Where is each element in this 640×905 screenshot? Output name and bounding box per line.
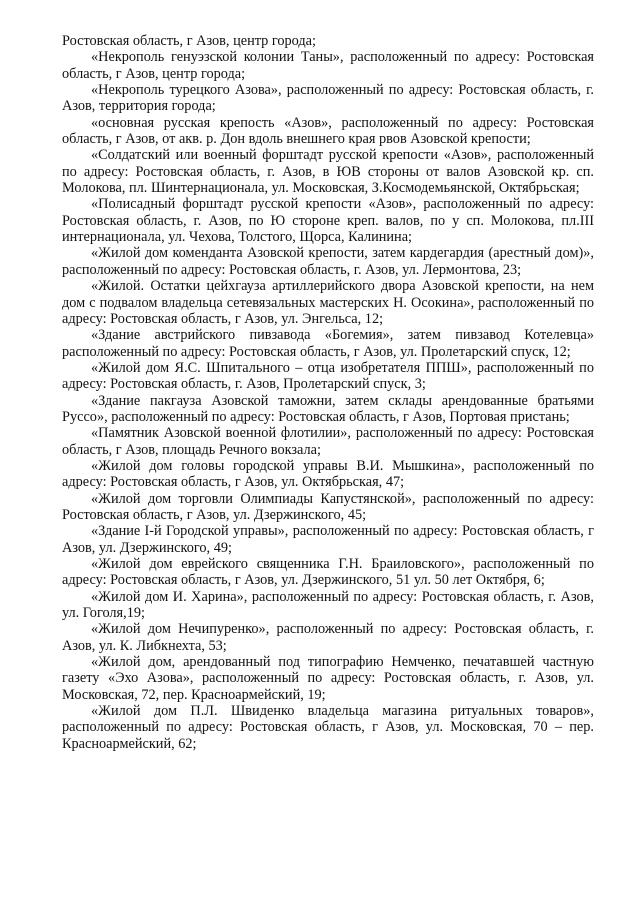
paragraph-shvidenko-house: «Жилой дом П.Л. Швиденко владельца магазина ритуальных товаров», расположенный по адресу: Ростовская область, г Азов, ул. Московская, 70 – пер. Красноармейский, 62; bbox=[62, 703, 594, 752]
paragraph-kapustyanskaya-house: «Жилой дом торговли Олимпиады Капустянской», расположенный по адресу: Ростовская область, г Азов, ул. Дзержинского, 45; bbox=[62, 490, 594, 523]
paragraph-myshkin-house: «Жилой дом головы городской управы В.И. Мышкина», расположенный по адресу: Ростовская область, г Азов, ул. Октябрьская, 47; bbox=[62, 457, 594, 491]
paragraph-russian-fortress: «основная русская крепость «Азов», расположенный по адресу: Ростовская область, г Азов, от акв. р. Дон вдоль внешнего края рвов Азовской крепости; bbox=[62, 114, 594, 148]
paragraph-commandant-house: «Жилой дом коменданта Азовской крепости, затем кардегардия (арестный дом)», расположенный по адресу: Ростовская область, г. Азов, ул. Лермонтова, 23; bbox=[62, 245, 594, 278]
paragraph-bohemia-brewery: «Здание австрийского пивзавода «Богемия», затем пивзавод Котелевца» расположенный по адресу: Ростовская область, г Азов, ул. Пролетарский спуск, 12; bbox=[62, 327, 594, 360]
paragraph-flotilla-monument: «Памятник Азовской военной флотилии», расположенный по адресу: Ростовская область, г Азов, площадь Речного вокзала; bbox=[62, 425, 594, 458]
paragraph-necropolis-tana: «Некрополь генуэзской колонии Таны», расположенный по адресу: Ростовская область, г Азов, центр города; bbox=[62, 49, 594, 82]
paragraph-shpitalny-house: «Жилой дом Я.С. Шпитального – отца изобретателя ППШ», расположенный по адресу: Ростовская область, г. Азов, Пролетарский спуск, 3; bbox=[62, 359, 594, 393]
paragraph-kharin-house: «Жилой дом И. Харина», расположенный по адресу: Ростовская область, г. Азов, ул. Гоголя,19; bbox=[62, 588, 594, 622]
document-page bbox=[62, 33, 594, 752]
paragraph-soldier-forstadt: «Солдатский или военный форштадт русской крепости «Азов», расположенный по адресу: Ростовская область, г. Азов, в ЮВ стороны от валов Азовской кр. сп. Молокова, пл. Шинтернационала, ул. Московская, З.Космодемьянской, Октябрьская; bbox=[62, 147, 594, 197]
paragraph-brailovsky-house: «Жилой дом еврейского священника Г.Н. Браиловского», расположенный по адресу: Ростовская область, г Азов, ул. Дзержинского, 51 ул. 50 лет Октября, 6; bbox=[62, 556, 594, 589]
paragraph-city-council-building: «Здание I-й Городской управы», расположенный по адресу: Ростовская область, г Азов, ул. Дзержинского, 49; bbox=[62, 523, 594, 556]
paragraph-nechipurenko-house: «Жилой дом Нечипуренко», расположенный по адресу: Ростовская область, г. Азов, ул. К. Либкнехта, 53; bbox=[62, 621, 594, 654]
paragraph-arsenal-remains: «Жилой. Остатки цейхгауза артиллерийского двора Азовской крепости, на нем дом с подвалом владельца сетевязальных мастерских Н. Осокина», расположенный по адресу: Ростовская область, г Азов, ул. Энгельса, 12; bbox=[62, 278, 594, 327]
paragraph-necropolis-turkish-azov: «Некрополь турецкого Азова», расположенный по адресу: Ростовская область, г. Азов, территория города; bbox=[62, 82, 594, 115]
paragraph-customs-warehouse: «Здание пакгауза Азовской таможни, затем склады арендованные братьями Руссо», расположенный по адресу: Ростовская область, г Азов, Портовая пристань; bbox=[62, 392, 594, 425]
paragraph-continuation: Ростовская область, г Азов, центр города; bbox=[62, 33, 316, 49]
paragraph-palisade-forstadt: «Полисадный форштадт русской крепости «Азов», расположенный по адресу: Ростовская область, г. Азов, по Ю стороне креп. валов, по у сп. Молокова, пл.III интернационала, ул. Чехова, Толстого, Щорса, Калинина; bbox=[62, 196, 594, 246]
paragraph-nemchenko-printing-house: «Жилой дом, арендованный под типографию Немченко, печатавшей частную газету «Эхо Азова», расположенный по адресу: Ростовская область, г. Азов, ул. Московская, 72, пер. Красноармейский, 19; bbox=[62, 654, 594, 703]
